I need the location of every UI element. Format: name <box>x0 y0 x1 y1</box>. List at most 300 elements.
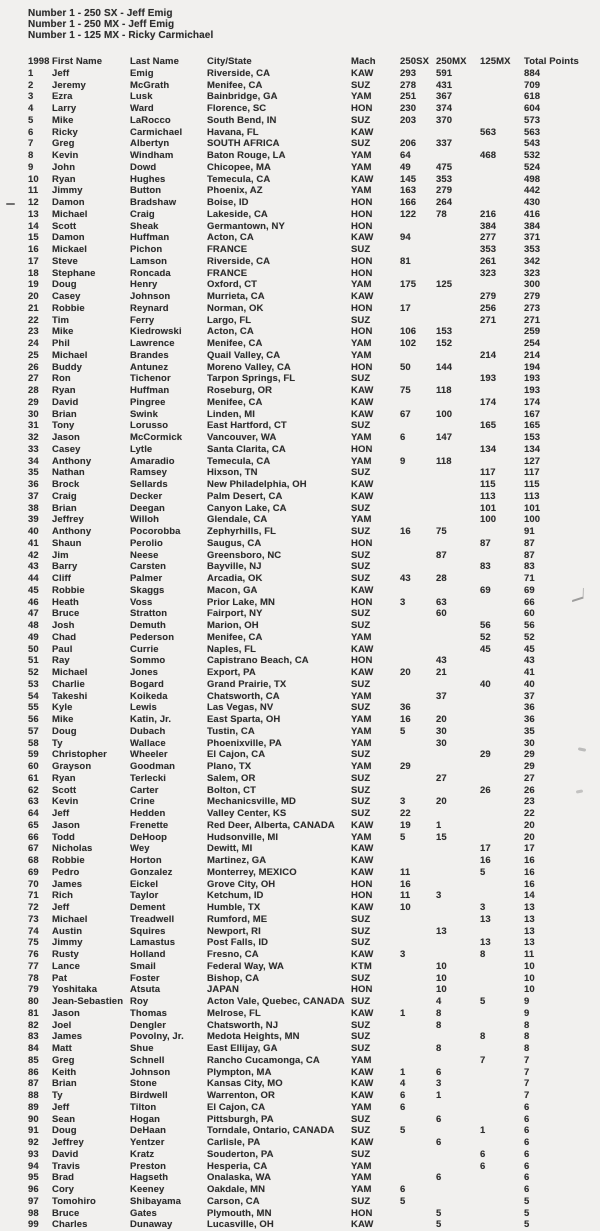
column-header-pos: 1998 <box>28 56 50 67</box>
column-header-points-125mx: 125MX <box>480 56 511 67</box>
pos-cell: 16 <box>28 244 39 255</box>
table-row <box>28 197 579 209</box>
points-250sx-cell: 16 <box>400 526 411 537</box>
total-points-cell: 273 <box>524 302 541 314</box>
last-name-cell: Pingree <box>130 396 166 408</box>
mach-cell: SUZ <box>351 808 371 819</box>
points-125mx-cell <box>480 890 524 902</box>
pos-cell: 13 <box>28 208 39 220</box>
mach-cell: YAM <box>351 1172 372 1184</box>
total-points-cell: 5 <box>524 1219 530 1231</box>
mach-cell: YAM <box>351 831 372 843</box>
first-name-cell: Jason <box>52 1007 80 1019</box>
table-row <box>28 632 579 644</box>
city-cell: Medota Heights, MN <box>207 1031 300 1043</box>
city-cell: Murrieta, CA <box>207 291 265 302</box>
points-250sx-cell: 1 <box>400 1007 406 1019</box>
pos-cell: 68 <box>28 855 39 866</box>
points-250sx-cell: 16 <box>400 714 411 725</box>
points-250sx-cell: 11 <box>400 890 411 902</box>
mach-cell: YAM <box>351 338 372 349</box>
pos-cell: 54 <box>28 690 39 702</box>
pos-cell: 45 <box>28 584 39 596</box>
total-points-cell: 29 <box>524 761 535 772</box>
city-cell: Hudsonville, MI <box>207 831 279 843</box>
first-name-cell: Matt <box>52 1043 72 1054</box>
city-cell: Acton Vale, Quebec, CANADA <box>207 996 345 1007</box>
points-250sx-cell: 19 <box>400 819 411 831</box>
points-250mx-cell <box>436 538 480 550</box>
total-points-cell: 35 <box>524 725 535 737</box>
total-points-cell: 13 <box>524 925 535 937</box>
city-cell: Dewitt, MI <box>207 843 253 855</box>
points-250sx-cell <box>400 550 436 562</box>
mach-cell: HON <box>351 208 373 220</box>
points-250sx-cell <box>400 855 436 867</box>
pos-cell: 91 <box>28 1125 39 1137</box>
total-points-cell: 10 <box>524 960 535 972</box>
points-250sx-cell <box>400 1055 436 1067</box>
points-250sx-cell <box>400 479 436 491</box>
pos-cell: 84 <box>28 1043 39 1054</box>
mach-cell: KAW <box>351 643 374 655</box>
last-name-cell: Demuth <box>130 620 166 631</box>
mach-cell: KAW <box>351 173 374 185</box>
table-row <box>28 902 579 914</box>
city-cell: East Sparta, OH <box>207 714 281 725</box>
table-row <box>28 1172 579 1184</box>
table-row <box>28 1043 579 1055</box>
table-row <box>28 350 579 362</box>
first-name-cell: Ty <box>52 737 63 749</box>
last-name-cell: Carter <box>130 784 159 796</box>
pos-cell: 9 <box>28 161 34 173</box>
pos-cell: 50 <box>28 643 39 655</box>
pos-cell: 94 <box>28 1160 39 1172</box>
last-name-cell: Pichon <box>130 244 163 255</box>
pos-cell: 22 <box>28 314 39 326</box>
mach-cell: YAM <box>351 161 372 173</box>
pos-cell: 60 <box>28 761 39 772</box>
last-name-cell: Hedden <box>130 808 166 819</box>
table-row <box>28 244 579 256</box>
points-250mx-cell <box>436 467 480 479</box>
total-points-cell: 573 <box>524 114 541 126</box>
points-250mx-cell: 60 <box>436 608 447 620</box>
points-125mx-cell <box>480 385 524 397</box>
total-points-cell: 342 <box>524 255 541 267</box>
points-250mx-cell: 30 <box>436 737 447 749</box>
points-250mx-cell <box>436 221 480 233</box>
last-name-cell: Koikeda <box>130 690 168 702</box>
pos-cell: 56 <box>28 714 39 725</box>
points-250mx-cell <box>436 561 480 573</box>
city-cell: Temecula, CA <box>207 455 271 467</box>
points-125mx-cell <box>480 702 524 714</box>
first-name-cell: Robbie <box>52 584 85 596</box>
mach-cell: SUZ <box>351 138 371 150</box>
first-name-cell: Mike <box>52 114 74 126</box>
points-125mx-cell <box>480 1184 524 1196</box>
total-points-cell: 26 <box>524 784 535 796</box>
mach-cell: KAW <box>351 291 374 302</box>
points-125mx-cell: 7 <box>480 1054 486 1066</box>
table-row <box>28 961 579 973</box>
column-header-mach: Mach <box>351 56 376 67</box>
points-250mx-cell <box>436 867 480 879</box>
table-row <box>28 608 579 620</box>
last-name-cell: Frenette <box>130 819 169 831</box>
first-name-cell: Damon <box>52 232 85 244</box>
first-name-cell: Buddy <box>52 361 83 373</box>
last-name-cell: Dengler <box>130 1019 167 1031</box>
mach-cell: KAW <box>351 126 374 138</box>
city-cell: Havana, FL <box>207 126 259 138</box>
column-header-first-name: First Name <box>52 56 103 67</box>
city-cell: SOUTH AFRICA <box>207 138 280 150</box>
points-250sx-cell <box>400 785 436 797</box>
table-row <box>28 655 579 667</box>
table-row <box>28 702 579 714</box>
table-row <box>28 1196 579 1208</box>
points-250mx-cell: 75 <box>436 526 447 537</box>
points-125mx-cell <box>480 68 524 80</box>
last-name-cell: Roy <box>130 996 149 1007</box>
mach-cell: SUZ <box>351 678 371 690</box>
table-row <box>28 926 579 938</box>
last-name-cell: Atsuta <box>130 984 161 996</box>
pos-cell: 97 <box>28 1195 39 1207</box>
points-250mx-cell <box>436 315 480 327</box>
mach-cell: SUZ <box>351 1031 371 1043</box>
city-cell: South Bend, IN <box>207 114 277 126</box>
first-name-cell: Jeff <box>52 1101 70 1113</box>
table-row <box>28 949 579 961</box>
total-points-cell: 6 <box>524 1125 530 1137</box>
mach-cell: SUZ <box>351 502 371 514</box>
mach-cell: HON <box>351 197 373 208</box>
points-125mx-cell: 277 <box>480 232 497 244</box>
table-row <box>28 691 579 703</box>
first-name-cell: Keith <box>52 1066 77 1078</box>
last-name-cell: Gates <box>130 1207 157 1219</box>
last-name-cell: Goodman <box>130 761 176 772</box>
points-250mx-cell: 20 <box>436 714 447 725</box>
table-row <box>28 597 579 609</box>
city-cell: Mechanicsville, MD <box>207 796 296 808</box>
points-250mx-cell <box>436 444 480 456</box>
table-row <box>28 338 579 350</box>
points-125mx-cell: 13 <box>480 913 491 925</box>
first-name-cell: Charlie <box>52 678 85 690</box>
table-row <box>28 890 579 902</box>
last-name-cell: Brandes <box>130 349 169 361</box>
first-name-cell: Ron <box>52 373 71 385</box>
points-125mx-cell <box>480 714 524 726</box>
total-points-cell: 167 <box>524 408 541 420</box>
points-250sx-cell: 50 <box>400 361 411 373</box>
city-cell: Largo, FL <box>207 314 252 326</box>
champion-line-250mx: Number 1 - 250 MX - Jeff Emig <box>28 19 175 30</box>
points-250sx-cell <box>400 420 436 432</box>
table-row <box>28 68 579 80</box>
total-points-cell: 498 <box>524 173 541 185</box>
mach-cell: KAW <box>351 866 374 878</box>
table-row <box>28 526 579 538</box>
table-row <box>28 362 579 374</box>
first-name-cell: Joel <box>52 1019 72 1031</box>
points-250sx-cell <box>400 679 436 691</box>
last-name-cell: Bogard <box>130 678 164 690</box>
last-name-cell: Shibayama <box>130 1195 182 1207</box>
points-250sx-cell: 166 <box>400 197 417 208</box>
last-name-cell: Dunaway <box>130 1219 173 1231</box>
first-name-cell: Ricky <box>52 126 78 138</box>
champion-line-250sx: Number 1 - 250 SX - Jeff Emig <box>28 8 173 19</box>
city-cell: Hixson, TN <box>207 467 258 479</box>
pos-cell: 43 <box>28 561 39 573</box>
points-250mx-cell <box>436 761 480 773</box>
pos-cell: 40 <box>28 526 39 537</box>
points-250mx-cell <box>436 268 480 280</box>
total-points-cell: 214 <box>524 349 541 361</box>
first-name-cell: Jeff <box>52 67 70 79</box>
table-row <box>28 879 579 891</box>
total-points-cell: 87 <box>524 549 535 561</box>
first-name-cell: Heath <box>52 596 79 608</box>
table-row <box>28 1125 579 1137</box>
points-250mx-cell <box>436 514 480 526</box>
total-points-cell: 6 <box>524 1113 530 1125</box>
points-250sx-cell <box>400 1172 436 1184</box>
mach-cell: YAM <box>351 690 372 702</box>
points-125mx-cell <box>480 1137 524 1149</box>
city-cell: East Ellijay, GA <box>207 1043 278 1054</box>
mach-cell: YAM <box>351 349 372 361</box>
city-cell: Florence, SC <box>207 103 267 114</box>
last-name-cell: Voss <box>130 596 153 608</box>
mach-cell: KAW <box>351 667 374 678</box>
first-name-cell: Brian <box>52 502 77 514</box>
city-cell: Linden, MI <box>207 408 255 420</box>
last-name-cell: Windham <box>130 150 174 161</box>
points-250sx-cell <box>400 620 436 632</box>
points-125mx-cell <box>480 796 524 808</box>
points-250mx-cell <box>436 350 480 362</box>
table-row <box>28 573 579 585</box>
last-name-cell: Ward <box>130 103 154 114</box>
mach-cell: YAM <box>351 737 372 749</box>
first-name-cell: Robbie <box>52 855 85 866</box>
points-250mx-cell <box>436 256 480 268</box>
first-name-cell: Shaun <box>52 537 82 549</box>
city-cell: El Cajon, CA <box>207 749 266 761</box>
table-row <box>28 268 579 280</box>
city-cell: Plymouth, MN <box>207 1207 272 1219</box>
pos-cell: 98 <box>28 1207 39 1219</box>
last-name-cell: Willoh <box>130 514 160 526</box>
mach-cell: SUZ <box>351 972 371 984</box>
last-name-cell: Hagseth <box>130 1172 169 1184</box>
mach-cell: YAM <box>351 725 372 737</box>
points-250mx-cell <box>436 1149 480 1161</box>
first-name-cell: David <box>52 1148 79 1160</box>
points-125mx-cell: 271 <box>480 314 497 326</box>
table-row <box>28 221 579 233</box>
total-points-cell: 14 <box>524 890 535 902</box>
total-points-cell: 7 <box>524 1066 530 1078</box>
table-row <box>28 373 579 385</box>
total-points-cell: 43 <box>524 655 535 667</box>
points-125mx-cell: 563 <box>480 126 497 138</box>
last-name-cell: Perolio <box>130 537 163 549</box>
column-header-points-250mx: 250MX <box>436 56 467 67</box>
pos-cell: 76 <box>28 949 39 960</box>
points-250mx-cell <box>436 949 480 961</box>
points-125mx-cell: 193 <box>480 373 497 385</box>
points-250mx-cell: 6 <box>436 1137 442 1148</box>
total-points-cell: 259 <box>524 326 541 338</box>
table-row <box>28 914 579 926</box>
points-125mx-cell <box>480 1114 524 1126</box>
points-250mx-cell <box>436 855 480 867</box>
first-name-cell: Austin <box>52 925 83 937</box>
first-name-cell: Scott <box>52 220 77 232</box>
total-points-cell: 13 <box>524 937 535 949</box>
first-name-cell: Doug <box>52 279 77 291</box>
pos-cell: 67 <box>28 843 39 855</box>
points-125mx-cell: 56 <box>480 620 491 631</box>
points-250mx-cell <box>436 1031 480 1043</box>
last-name-cell: Treadwell <box>130 913 175 925</box>
last-name-cell: Holland <box>130 949 166 960</box>
points-125mx-cell: 26 <box>480 784 491 796</box>
table-row <box>28 820 579 832</box>
city-cell: Hesperia, CA <box>207 1160 268 1172</box>
mach-cell: SUZ <box>351 608 371 620</box>
points-250sx-cell: 293 <box>400 67 417 79</box>
total-points-cell: 22 <box>524 808 535 819</box>
points-250sx-cell: 64 <box>400 150 411 161</box>
total-points-cell: 153 <box>524 432 541 443</box>
mach-cell: SUZ <box>351 796 371 808</box>
points-125mx-cell <box>480 1078 524 1090</box>
table-row <box>28 444 579 456</box>
first-name-cell: Jeffrey <box>52 514 84 526</box>
points-250mx-cell: 10 <box>436 972 447 984</box>
table-row <box>28 808 579 820</box>
total-points-cell: 66 <box>524 596 535 608</box>
first-name-cell: Jason <box>52 432 80 443</box>
last-name-cell: Lusk <box>130 91 153 103</box>
points-250sx-cell <box>400 773 436 785</box>
points-125mx-cell: 117 <box>480 467 496 479</box>
points-125mx-cell: 174 <box>480 396 497 408</box>
total-points-cell: 6 <box>524 1172 530 1184</box>
mach-cell: KAW <box>351 1007 374 1019</box>
total-points-cell: 6 <box>524 1160 530 1172</box>
points-250mx-cell <box>436 479 480 491</box>
points-250mx-cell: 337 <box>436 138 453 150</box>
table-header-row <box>28 56 579 68</box>
last-name-cell: Lawrence <box>130 338 175 349</box>
points-125mx-cell: 13 <box>480 937 491 949</box>
table-row <box>28 514 579 526</box>
total-points-cell: 7 <box>524 1090 530 1101</box>
points-125mx-cell <box>480 115 524 127</box>
city-cell: El Cajon, CA <box>207 1101 266 1113</box>
points-125mx-cell: 45 <box>480 643 491 655</box>
first-name-cell: Jason <box>52 819 80 831</box>
points-250mx-cell: 8 <box>436 1043 442 1054</box>
points-250sx-cell: 206 <box>400 138 417 150</box>
points-125mx-cell <box>480 1208 524 1220</box>
mach-cell: SUZ <box>351 620 371 631</box>
total-points-cell: 371 <box>524 232 541 244</box>
points-250mx-cell: 4 <box>436 996 442 1007</box>
points-250mx-cell: 370 <box>436 114 453 126</box>
table-row <box>28 467 579 479</box>
last-name-cell: Skaggs <box>130 584 165 596</box>
points-250mx-cell <box>436 679 480 691</box>
pos-cell: 71 <box>28 890 39 902</box>
points-250mx-cell <box>436 303 480 315</box>
total-points-cell: 17 <box>524 843 535 855</box>
points-250sx-cell <box>400 973 436 985</box>
last-name-cell: Jones <box>130 667 158 678</box>
points-125mx-cell: 5 <box>480 866 486 878</box>
city-cell: Zephyrhills, FL <box>207 526 277 537</box>
pos-cell: 15 <box>28 232 39 244</box>
city-cell: Ketchum, ID <box>207 890 264 902</box>
total-points-cell: 8 <box>524 1019 530 1031</box>
city-cell: Pittsburgh, PA <box>207 1113 274 1125</box>
points-125mx-cell <box>480 80 524 92</box>
city-cell: Vancouver, WA <box>207 432 277 443</box>
city-cell: Acton, CA <box>207 232 254 244</box>
total-points-cell: 127 <box>524 455 541 467</box>
table-row <box>28 315 579 327</box>
table-row <box>28 232 579 244</box>
points-250mx-cell: 1 <box>436 1090 442 1101</box>
points-250mx-cell: 6 <box>436 1066 442 1078</box>
first-name-cell: Pat <box>52 972 68 984</box>
last-name-cell: Sheak <box>130 220 159 232</box>
points-250sx-cell: 3 <box>400 796 406 808</box>
pos-cell: 83 <box>28 1031 39 1043</box>
last-name-cell: Ferry <box>130 314 155 326</box>
pos-cell: 64 <box>28 808 39 819</box>
points-125mx-cell: 83 <box>480 561 491 573</box>
points-250sx-cell: 102 <box>400 338 417 349</box>
pos-cell: 90 <box>28 1113 39 1125</box>
points-250mx-cell <box>436 420 480 432</box>
table-row <box>28 973 579 985</box>
points-125mx-cell <box>480 726 524 738</box>
table-row <box>28 984 579 996</box>
points-250mx-cell: 5 <box>436 1207 442 1219</box>
points-250mx-cell: 118 <box>436 385 452 396</box>
total-points-cell: 117 <box>524 467 540 479</box>
points-250mx-cell: 264 <box>436 197 453 208</box>
last-name-cell: Stone <box>130 1078 157 1090</box>
points-250sx-cell: 36 <box>400 702 411 714</box>
total-points-cell: 100 <box>524 514 541 526</box>
last-name-cell: Henry <box>130 279 158 291</box>
points-250mx-cell: 475 <box>436 161 453 173</box>
points-250sx-cell <box>400 397 436 409</box>
first-name-cell: Tony <box>52 420 75 432</box>
